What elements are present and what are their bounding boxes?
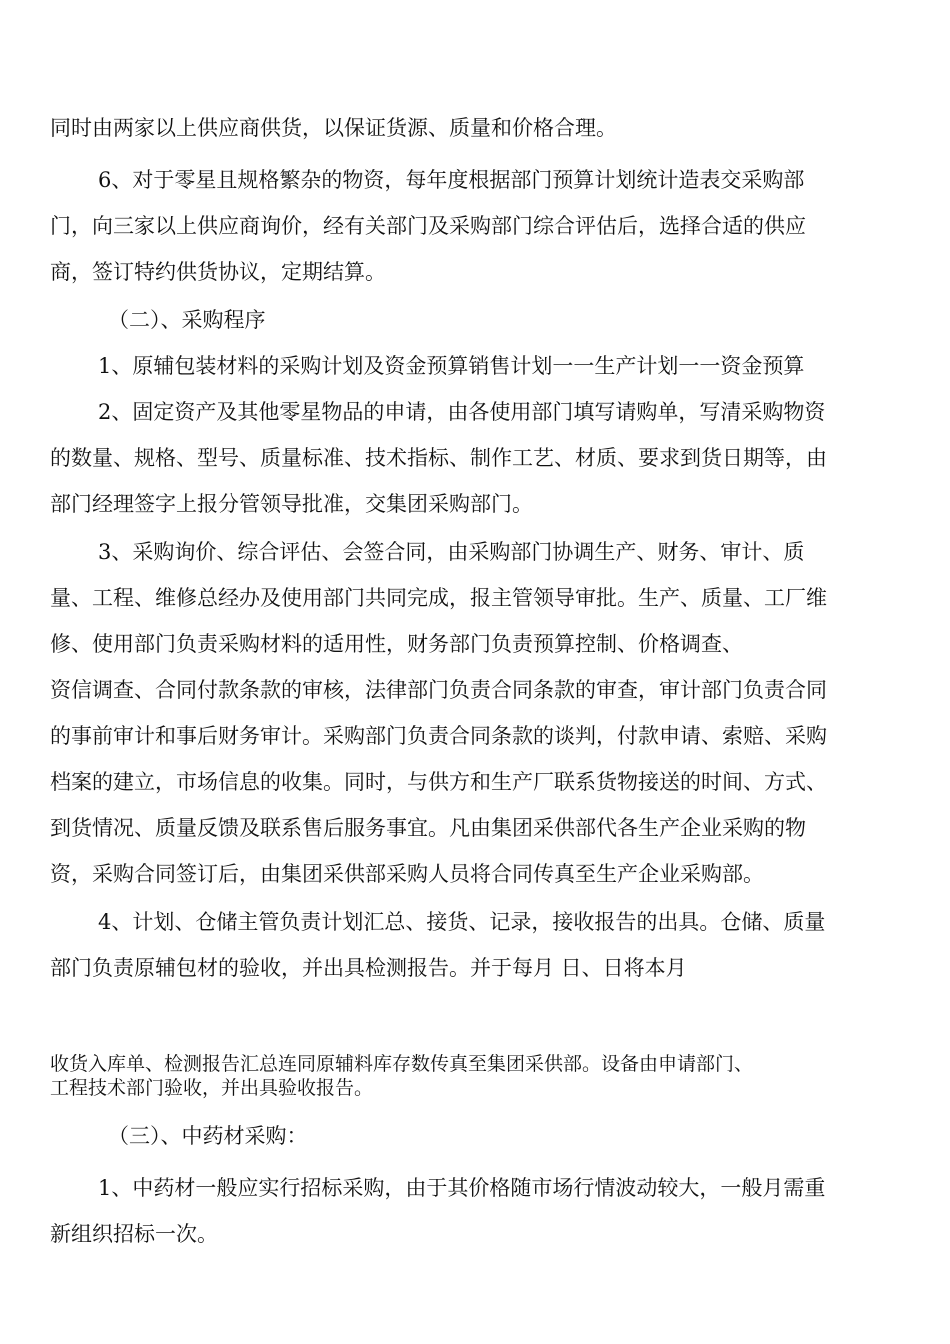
text-line: 2、固定资产及其他零星物品的申请，由各使用部门填写请购单，写清采购物资 — [98, 400, 826, 424]
text-line: 的数量、规格、型号、质量标准、技术指标、制作工艺、材质、要求到货日期等，由 — [50, 446, 827, 470]
text-line: 1、原辅包装材料的采购计划及资金预算销售计划一一生产计划一一资金预算 — [98, 354, 805, 378]
text-line: 资，采购合同签订后，由集团采供部采购人员将合同传真至生产企业采购部。 — [50, 862, 764, 886]
section-heading: （二）、采购程序 — [108, 308, 266, 332]
text-line: 量、工程、维修总经办及使用部门共同完成，报主管领导审批。生产、质量、工厂维 — [50, 586, 827, 610]
text-line: 部门经理签字上报分管领导批准，交集团采购部门。 — [50, 492, 533, 516]
text-line: 新组织招标一次。 — [50, 1222, 218, 1246]
text-line: 同时由两家以上供应商供货，以保证货源、质量和价格合理。 — [50, 116, 617, 140]
text-line: 商，签订特约供货协议，定期结算。 — [50, 260, 386, 284]
text-line: 工程技术部门验收，并出具验收报告。 — [50, 1077, 374, 1099]
text-line: 的事前审计和事后财务审计。采购部门负责合同条款的谈判，付款申请、索赔、采购 — [50, 724, 827, 748]
text-line: 4、计划、仓储主管负责计划汇总、接货、记录，接收报告的出具。仓储、质量 — [98, 910, 826, 934]
text-line: 3、采购询价、综合评估、会签合同，由采购部门协调生产、财务、审计、质 — [98, 540, 805, 564]
text-line: 修、使用部门负责采购材料的适用性，财务部门负责预算控制、价格调查、 — [50, 632, 743, 656]
text-line: 档案的建立，市场信息的收集。同时，与供方和生产厂联系货物接送的时间、方式、 — [50, 770, 827, 794]
text-line: 到货情况、质量反馈及联系售后服务事宜。凡由集团采供部代各生产企业采购的物 — [50, 816, 806, 840]
text-line: 6、对于零星且规格繁杂的物资，每年度根据部门预算计划统计造表交采购部 — [98, 168, 805, 192]
text-line: 部门负责原辅包材的验收，并出具检测报告。并于每月 日、日将本月 — [50, 956, 687, 980]
text-line: 门，向三家以上供应商询价，经有关部门及采购部门综合评估后，选择合适的供应 — [50, 214, 806, 238]
text-line: 资信调查、合同付款条款的审核，法律部门负责合同条款的审查，审计部门负责合同 — [50, 678, 827, 702]
text-line: 收货入库单、检测报告汇总连同原辅料库存数传真至集团采供部。设备由申请部门、 — [50, 1053, 754, 1075]
text-line: 1、中药材一般应实行招标采购，由于其价格随市场行情波动较大，一般月需重 — [98, 1176, 826, 1200]
section-heading: （三）、中药材采购： — [108, 1124, 308, 1148]
